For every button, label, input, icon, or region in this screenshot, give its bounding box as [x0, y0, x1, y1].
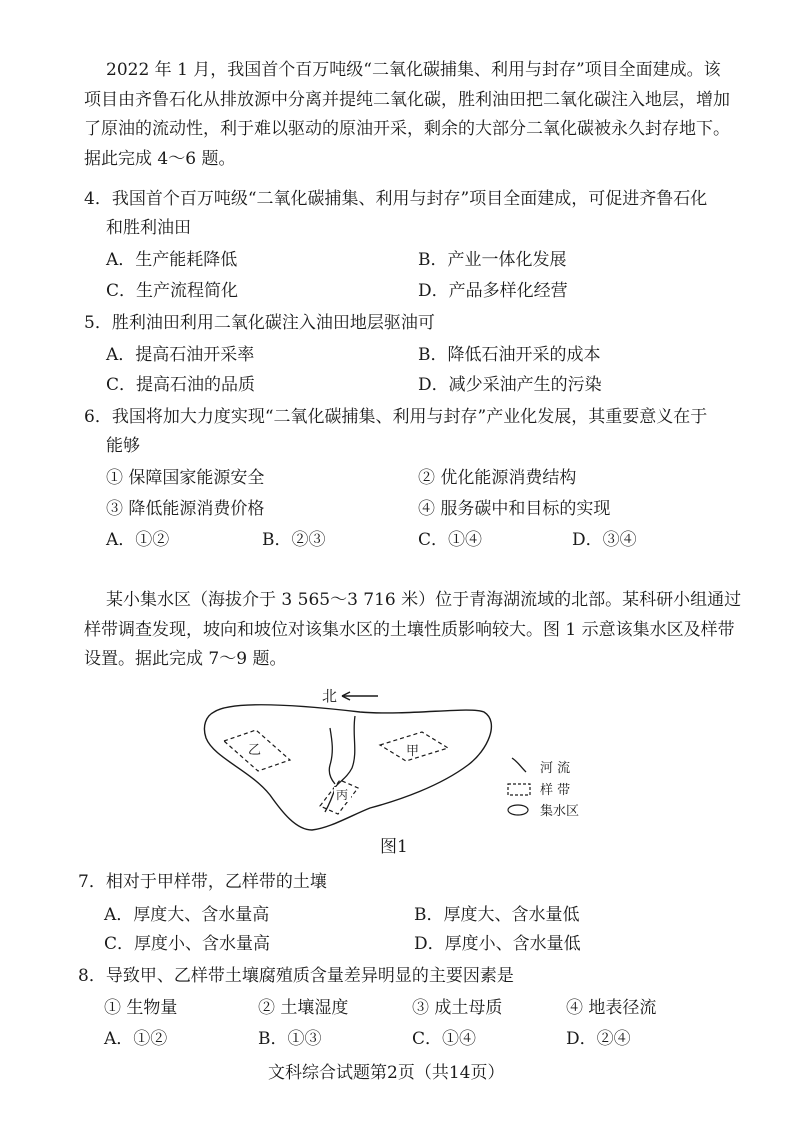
q5-option-c: C．提高石油的品质	[106, 375, 256, 395]
q4-option-b: B．产业一体化发展	[418, 250, 567, 270]
question-8-stem: 8．导致甲、乙样带土壤腐殖质含量差异明显的主要因素是	[78, 966, 514, 986]
q4-option-d: D．产品多样化经营	[418, 281, 568, 301]
q8-item-3: ③ 成土母质	[412, 998, 503, 1018]
catchment-legend-icon	[508, 805, 528, 815]
page-footer: 文科综合试题第2页（共14页）	[268, 1063, 505, 1083]
question-6-stem: 6．我国将加大力度实现“二氧化碳捕集、利用与封存”产业化发展，其重要意义在于	[84, 407, 708, 427]
north-label: 北	[322, 687, 338, 705]
q8-item-1: ① 生物量	[104, 998, 178, 1018]
q6-item-2: ② 优化能源消费结构	[418, 468, 577, 488]
band-label-bing: 丙	[336, 788, 349, 802]
q7-option-c: C．厚度小、含水量高	[104, 934, 271, 954]
passage-2-line: 某小集水区（海拔介于 3 565～3 716 米）位于青海湖流域的北部。某科研小组通过	[106, 590, 742, 610]
passage-1-line: 了原油的流动性，利于难以驱动的原油开采，剩余的大部分二氧化碳被永久封存地下。	[84, 119, 730, 139]
river-legend-icon	[512, 758, 526, 772]
q8-option-b: B．①③	[258, 1029, 322, 1049]
q6-item-3: ③ 降低能源消费价格	[106, 499, 265, 519]
passage-2-line: 样带调查发现，坡向和坡位对该集水区的土壤性质影响较大。图 1 示意该集水区及样带	[84, 619, 735, 640]
legend-river: 河 流	[540, 761, 571, 776]
band-label-jia: 甲	[406, 744, 420, 759]
figure-caption: 图1	[380, 837, 408, 857]
legend-band: 样 带	[540, 783, 571, 798]
passage-1-line: 项目由齐鲁石化从排放源中分离并提纯二氧化碳，胜利油田把二氧化碳注入地层，增加	[84, 89, 730, 110]
q8-item-2: ② 土壤湿度	[258, 998, 349, 1018]
q7-option-d: D．厚度小、含水量低	[414, 934, 581, 954]
q8-option-c: C．①④	[412, 1029, 477, 1049]
band-label-yi: 乙	[248, 743, 262, 758]
q5-option-d: D．减少采油产生的污染	[418, 375, 602, 395]
q6-item-1: ① 保障国家能源安全	[106, 468, 265, 488]
catchment-boundary	[204, 705, 491, 830]
q6-option-d: D．③④	[572, 530, 637, 550]
q6-option-a: A．①②	[106, 530, 170, 550]
q5-option-a: A．提高石油开采率	[106, 345, 255, 365]
passage-2-line: 设置。据此完成 7～9 题。	[84, 649, 287, 669]
passage-1-line: 据此完成 4～6 题。	[84, 148, 236, 169]
question-4-stem-cont: 和胜利油田	[106, 218, 191, 238]
q4-option-a: A．生产能耗降低	[106, 250, 238, 270]
question-5-stem: 5．胜利油田利用二氧化碳注入油田地层驱油可	[84, 313, 435, 333]
q7-option-b: B．厚度大、含水量低	[414, 905, 580, 925]
q8-item-4: ④ 地表径流	[566, 998, 657, 1018]
q7-option-a: A．厚度大、含水量高	[104, 905, 270, 925]
q8-option-a: A．①②	[104, 1029, 168, 1049]
band-legend-icon	[508, 784, 530, 795]
q8-option-d: D．②④	[566, 1029, 631, 1049]
q6-option-b: B．②③	[262, 530, 326, 550]
q5-option-b: B．降低石油开采的成本	[418, 345, 601, 365]
question-4-stem: 4．我国首个百万吨级“二氧化碳捕集、利用与封存”项目全面建成，可促进齐鲁石化	[84, 189, 708, 209]
legend-catchment: 集水区	[540, 804, 580, 819]
question-7-stem: 7．相对于甲样带，乙样带的土壤	[78, 872, 327, 892]
north-arrow-icon	[342, 692, 378, 700]
legend	[508, 758, 579, 819]
q6-option-c: C．①④	[418, 530, 483, 550]
q6-item-4: ④ 服务碳中和目标的实现	[418, 499, 611, 519]
question-6-stem-cont: 能够	[106, 436, 140, 456]
passage-1-line: 2022 年 1 月，我国首个百万吨级“二氧化碳捕集、利用与封存”项目全面建成。该	[106, 60, 721, 80]
q4-option-c: C．生产流程简化	[106, 281, 239, 301]
